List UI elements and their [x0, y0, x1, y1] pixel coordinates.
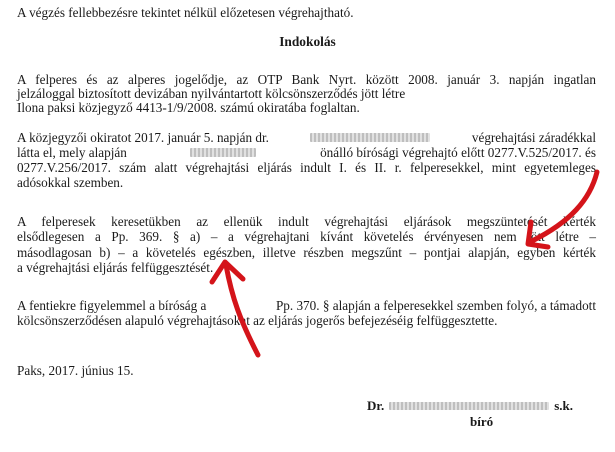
signature-line — [367, 398, 573, 414]
paragraph-line: másodlagosan b) – a követelés egészben, illetve részben megszűnt – pontjai alapján, egyben kérték — [17, 245, 596, 260]
paragraph-line — [17, 130, 596, 145]
paragraph-line: A felperesek keresetükben az ellenük indult végrehajtási eljárások megszüntetését kérték — [17, 214, 596, 229]
paragraph-line: elsődlegesen a Pp. 369. § a) – a végrehajtani kívánt követelés érvényesen nem jött létre – — [17, 229, 596, 244]
signature-role: bíró — [470, 414, 494, 429]
paragraph-line: A felperes és az alperes jogelődje, az OTP Bank Nyrt. között 2008. január 3. napján ingatlan — [17, 72, 596, 87]
signature-prefix: Dr. — [367, 398, 385, 413]
section-heading: Indokolás — [279, 34, 336, 49]
paragraph-line: 0277.V.256/2017. szám alatt végrehajtási eljárás indult I. és II. r. felperesekkel, mint egyetemleges — [17, 160, 596, 175]
paragraph-line: a végrehajtási eljárás felfüggesztését. — [17, 260, 214, 275]
paragraph-line — [17, 145, 596, 160]
text-segment: Pp. 370. § alapján a felperesekkel szemben folyó, a támadott — [275, 298, 596, 313]
paragraph-line: jelzáloggal biztosított devizában nyilvántartott kölcsönszerződés jött létre — [17, 86, 406, 101]
redacted-signature-name — [389, 402, 549, 410]
paragraph-line: kölcsönszerződésen alapuló végrehajtásokat az eljárás jogerős befejezéséig felfüggesztette. — [17, 313, 498, 328]
redacted-name — [310, 133, 430, 142]
signature-suffix: s.k. — [554, 398, 574, 413]
text-segment: önálló bírósági végrehajtó előtt 0277.V.525/2017. és — [320, 145, 596, 160]
text-segment: A fentiekre figyelemmel a bíróság a — [17, 298, 207, 313]
text-segment: A közjegyzői okiratot 2017. január 5. napján dr. — [17, 130, 269, 145]
paragraph-line: adósokkal szemben. — [17, 175, 124, 190]
enforceability-line: A végzés fellebbezésre tekintet nélkül előzetesen végrehajtható. — [17, 5, 354, 20]
text-segment: végrehajtási záradékkal — [471, 130, 596, 145]
text-segment: látta el, mely alapján — [17, 145, 127, 160]
paragraph-line: Ilona paksi közjegyző 4413-1/9/2008. számú okiratába foglaltan. — [17, 100, 360, 115]
paragraph-line — [17, 298, 596, 313]
date-line: Paks, 2017. június 15. — [17, 363, 134, 378]
redacted-name — [190, 148, 256, 157]
